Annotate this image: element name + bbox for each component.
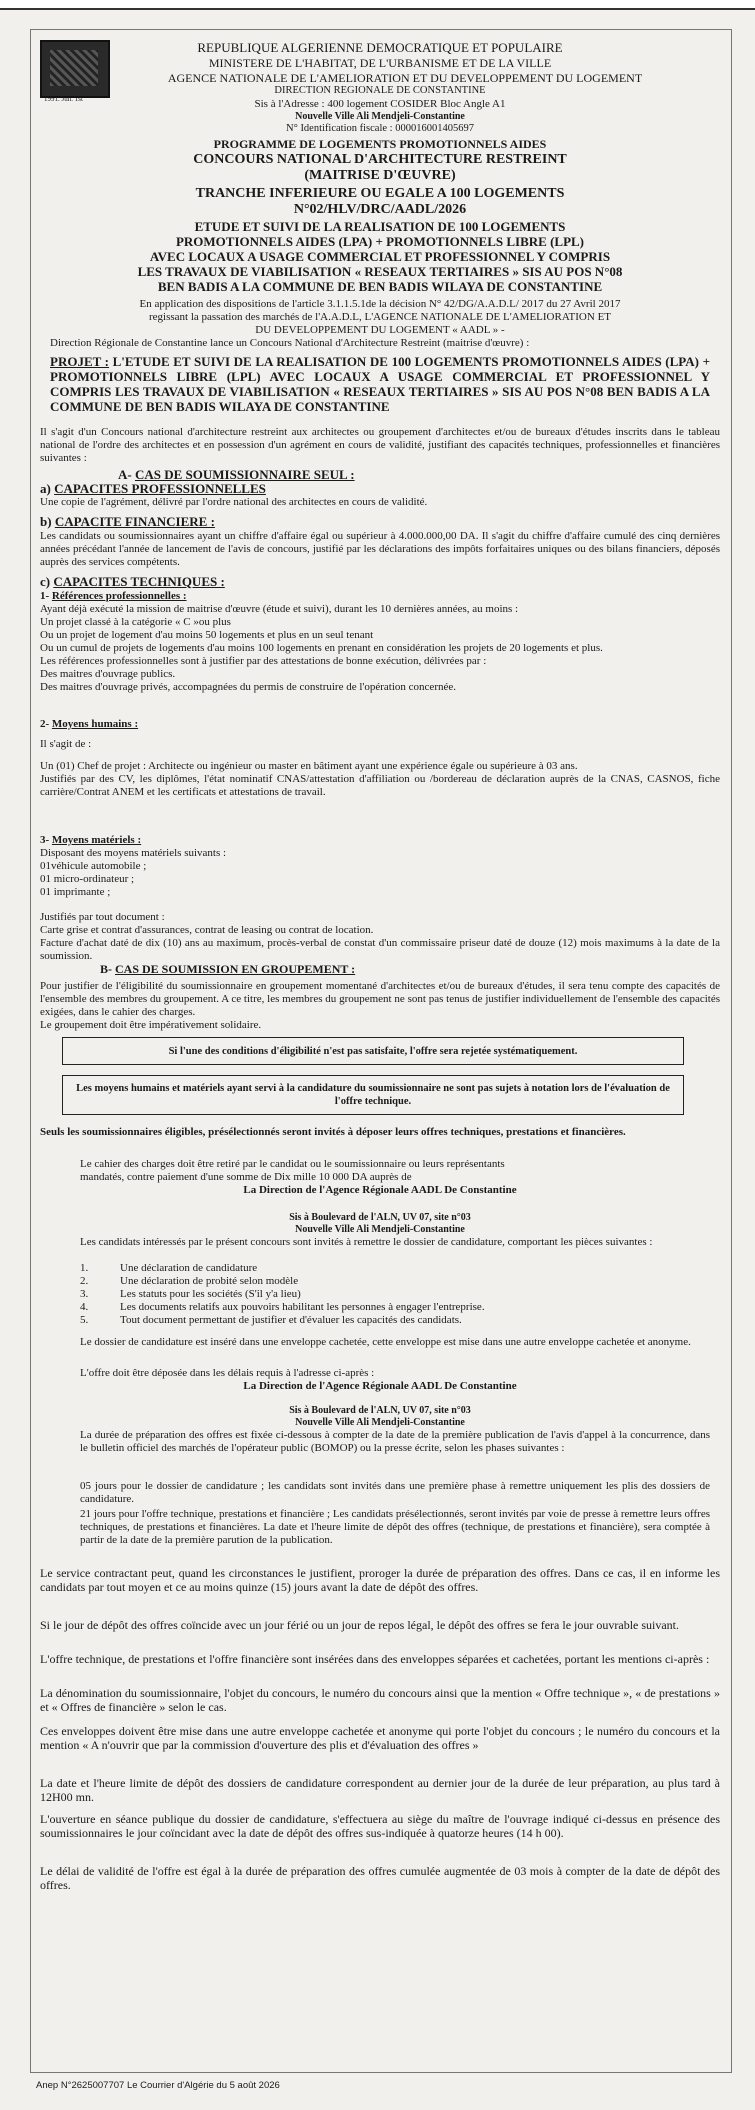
c3-heading bbox=[40, 834, 720, 847]
candidats-dossier: Le dossier de candidature est inséré dans une enveloppe cachetée, cette enveloppe est mise dans une autre enveloppe cachetée et anonyme. bbox=[80, 1336, 691, 1348]
rejection-notice-text: Si l'une des conditions d'éligibilité n'est pas satisfaite, l'offre sera rejetée systématiquement. bbox=[168, 1045, 578, 1057]
c1-line: Des maitres d'ouvrage publics. bbox=[40, 668, 176, 680]
list-item bbox=[80, 1275, 710, 1288]
c3-line: 01 imprimante ; bbox=[40, 886, 111, 898]
list-item bbox=[80, 1288, 710, 1301]
section-a-title: CAS DE SOUMISSIONNAIRE SEUL : bbox=[134, 467, 355, 482]
section-b-prefix: B- bbox=[100, 962, 112, 976]
c2-list bbox=[40, 738, 720, 799]
project-text: L'ETUDE ET SUIVI DE LA REALISATION DE 100 LOGEMENTS PROMOTIONNELS AIDES (LPA) + PROMOTIONNELS LIBRE (LPL) AVEC LOCAUX A USAGE COMMERCIAL ET PROFESSIONNEL Y COMPRIS LES TRAVAUX DE VIABILISATION « RESEAUX TERTIAIRES » SIS AU POS N°08 BEN BADIS A LA COMMUNE DE BEN BADIS WILAYA DE CONSTANTINE bbox=[50, 354, 710, 414]
agency-heading: AGENCE NATIONALE DE L'AMELIORATION ET DU DEVELOPPEMENT DU LOGEMENT bbox=[167, 71, 643, 85]
study-line-4: LES TRAVAUX DE VIABILISATION « RESEAUX TERTIAIRES » SIS AU POS N°08 bbox=[137, 264, 623, 279]
list-item-text: Tout document permettant de justifier et d'évaluer les capacités des candidats. bbox=[120, 1314, 462, 1326]
c2-line: Justifiés par des CV, les diplômes, l'état nominatif CNAS/attestation d'affiliation ou /bordereau de déclaration auprès de la CNAS, CASNOS, fiche carrière/Contrat ANEM et les certificats et attestations de travail. bbox=[40, 773, 720, 798]
cahier-direction: La Direction de l'Agence Régionale AADL De Constantine bbox=[243, 1184, 517, 1196]
intro-line-2: regissant la passation des marchés de l'A.A.D.L, L'AGENCE NATIONALE DE L'AMELIORATION ET bbox=[148, 311, 612, 323]
c2-title: Moyens humains : bbox=[51, 718, 139, 730]
cahier-line-2: mandatés, contre paiement d'une somme de Dix mille 10 000 DA auprès de bbox=[80, 1171, 412, 1183]
section-b-title: CAS DE SOUMISSION EN GROUPEMENT : bbox=[115, 962, 356, 976]
study-line-3: AVEC LOCAUX A USAGE COMMERCIAL ET PROFESSIONNEL Y COMPRIS bbox=[149, 249, 611, 264]
b-heading bbox=[40, 514, 720, 529]
c3-line: Carte grise et contrat d'assurances, contrat de leasing ou contrat de location. bbox=[40, 924, 374, 936]
candidats-intro: Les candidats intéressés par le présent concours sont invités à remettre le dossier de candidature, comportant les pièces suivantes : bbox=[80, 1236, 653, 1248]
c2-line: Un (01) Chef de projet : Architecte ou ingénieur ou master en bâtiment ayant une expérience égale ou supérieure à 03 ans. bbox=[40, 760, 578, 772]
intro-paragraph: Il s'agit d'un Concours national d'architecture restreint aux architectes ou groupement d'architectes et/ou de bureaux d'études inscrits dans le tableau national de l'ordre des architectes et en possession d'un agrément en cours de validité, justifiant des capacités techniques, professionnelles et financières suivantes : bbox=[40, 426, 720, 464]
section-b-text: Pour justifier de l'éligibilité du soumissionnaire en groupement momentané d'architectes et/ou de bureaux d'études, il sera tenu compte des capacités de l'ensemble des membres du groupement. A ce titre, les membres du groupement ne sont pas tenus de justifier individuellement de l'ensemble des capacités exigées, dans le cahier des charges. bbox=[40, 980, 720, 1018]
section-b-solidarity: Le groupement doit être impérativement solidaire. bbox=[40, 1019, 262, 1031]
intro-line-3: DU DEVELOPPEMENT DU LOGEMENT « AADL » - bbox=[255, 324, 505, 336]
agency-address: Sis à l'Adresse : 400 logement COSIDER Bloc Angle A1 bbox=[254, 98, 506, 110]
list-item bbox=[80, 1314, 710, 1327]
page-top-bar bbox=[0, 0, 755, 10]
c3-line: 01véhicule automobile ; bbox=[40, 860, 147, 872]
closing-paragraph-8: Le délai de validité de l'offre est égal à la durée de préparation des offres cumulée augmentée de 03 mois à compter de la date de dépôt des offres. bbox=[40, 1864, 720, 1892]
logo-date: 1991. Jun. 1st bbox=[44, 95, 83, 103]
closing-paragraph-1: Le service contractant peut, quand les circonstances le justifient, proroger la durée de préparation des offres. Dans ce cas, il en informe les candidats par tout moyen et ce au moins quinze (15) jours avant la date de dépôt des offres. bbox=[40, 1566, 720, 1594]
candidats-depot: L'offre doit être déposée dans les délais requis à l'adresse ci-après : bbox=[80, 1367, 375, 1379]
contest-number: N°02/HLV/DRC/AADL/2026 bbox=[293, 202, 467, 217]
closing-paragraph-2: Si le jour de dépôt des offres coïncide avec un jour férié ou un jour de repos légal, le dépôt des offres se fera le jour ouvrable suivant. bbox=[40, 1618, 680, 1632]
c1-prefix: 1- bbox=[40, 590, 50, 602]
list-item-number: 5. bbox=[80, 1314, 89, 1326]
candidats-address-1: Sis à Boulevard de l'ALN, UV 07, site n°03 bbox=[289, 1405, 471, 1416]
closing-paragraph-5: Ces enveloppes doivent être mise dans une autre enveloppe cachetée et anonyme qui porte l'objet du concours ; le numéro du concours et la mention « A n'ouvrir que par la commission d'ouverture des plis et d'évaluation des offres » bbox=[40, 1724, 720, 1752]
c3-line: Justifiés par tout document : bbox=[40, 911, 165, 923]
list-item-text: Les documents relatifs aux pouvoirs habilitant les personnes à engager l'entreprise. bbox=[120, 1301, 485, 1313]
c3-list bbox=[40, 847, 720, 963]
c-title: CAPACITES TECHNIQUES : bbox=[53, 574, 225, 589]
study-line-2: PROMOTIONNELS AIDES (LPA) + PROMOTIONNELS LIBRE (LPL) bbox=[175, 234, 585, 249]
c1-line: Un projet classé à la catégorie « C »ou plus bbox=[40, 616, 231, 628]
cahier-address-1: Sis à Boulevard de l'ALN, UV 07, site n°03 bbox=[289, 1212, 471, 1223]
c1-line: Ayant déjà exécuté la mission de maitrise d'œuvre (étude et suivi), durant les 10 dernières années, au moins : bbox=[40, 603, 519, 615]
project-paragraph bbox=[50, 354, 710, 414]
a-prefix: a) bbox=[40, 481, 51, 496]
rejection-notice-box bbox=[62, 1037, 684, 1065]
agency-direction: DIRECTION REGIONALE DE CONSTANTINE bbox=[274, 85, 486, 96]
tranche-title: TRANCHE INFERIEURE OU EGALE A 100 LOGEMENTS bbox=[195, 186, 565, 201]
c3-line: 01 micro-ordinateur ; bbox=[40, 873, 135, 885]
c-prefix: c) bbox=[40, 574, 51, 589]
closing-paragraph-6: La date et l'heure limite de dépôt des dossiers de candidature correspondent au dernier jour de la durée de leur préparation, au plus tard à 12H00 mn. bbox=[40, 1776, 720, 1804]
list-item bbox=[80, 1262, 710, 1275]
study-line-1: ETUDE ET SUIVI DE LA REALISATION DE 100 LOGEMENTS bbox=[194, 219, 566, 234]
duree-paragraph-3: 21 jours pour l'offre technique, prestations et financière ; Les candidats présélectionnés, seront invités par voie de presse à remettre leurs offres techniques, de prestations et financières. La date et l'heure limite de dépôt des offres (technique, de prestations et financière), sera comptée à partir de la date de la première parution de la publication. bbox=[80, 1508, 710, 1546]
list-item-text: Une déclaration de probité selon modèle bbox=[120, 1275, 299, 1287]
b-text: Les candidats ou soumissionnaires ayant un chiffre d'affaire égal ou supérieur à 4.000.000,00 DA. Il s'agit du chiffre d'affaire cumulé des cinq dernières années précédant l'année de lancement de l'avis de concours, justifié par les déclarations des impôts forfaitaires uniques ou des bilans financiers, déposés auprès des services compétents. bbox=[40, 530, 720, 568]
c1-line: Les références professionnelles sont à justifier par des attestations de bonne exécution, délivrées par : bbox=[40, 655, 487, 667]
c1-heading bbox=[40, 590, 720, 603]
project-label: PROJET : bbox=[50, 354, 109, 369]
b-title: CAPACITE FINANCIERE : bbox=[54, 514, 215, 529]
contest-subtitle: (MAITRISE D'ŒUVRE) bbox=[304, 168, 456, 183]
c3-line: Disposant des moyens matériels suivants : bbox=[40, 847, 227, 859]
list-item-text: Les statuts pour les sociétés (S'il y'a lieu) bbox=[120, 1288, 301, 1300]
intro-line-1: En application des dispositions de l'article 3.1.1.5.1de la décision N° 42/DG/A.A.D.L/ 2017 du 27 Avril 2017 bbox=[139, 298, 621, 310]
a-title: CAPACITES PROFESSIONNELLES bbox=[54, 481, 266, 496]
c1-line: Ou un projet de logement d'au moins 50 logements et plus en un seul tenant bbox=[40, 629, 374, 641]
list-item-number: 1. bbox=[80, 1262, 89, 1274]
cahier-address-2: Nouvelle Ville Ali Mendjeli-Constantine bbox=[295, 1224, 465, 1235]
a-heading bbox=[40, 481, 720, 496]
closing-paragraph-4: La dénomination du soumissionnaire, l'objet du concours, le numéro du concours ainsi que la mention « Offre technique », « de prestations » et « Offres de financière » selon le cas. bbox=[40, 1686, 720, 1714]
c-heading bbox=[40, 574, 720, 589]
publication-footer: Anep N°2625007707 Le Courrier d'Algérie du 5 août 2026 bbox=[36, 2080, 280, 2091]
a-text: Une copie de l'agrément, délivré par l'ordre national des architectes en cours de validité. bbox=[40, 496, 428, 508]
intro-line-4: Direction Régionale de Constantine lance un Concours National d'Architecture Restreint (maitrise d'œuvre) : bbox=[50, 337, 530, 349]
c1-line: Des maitres d'ouvrage privés, accompagnées du permis de construire de l'opération concernée. bbox=[40, 681, 456, 693]
section-b-heading bbox=[100, 962, 755, 976]
candidats-address-2: Nouvelle Ville Ali Mendjeli-Constantine bbox=[295, 1417, 465, 1428]
list-item-number: 3. bbox=[80, 1288, 89, 1300]
eligible-notice: Seuls les soumissionnaires éligibles, présélectionnés seront invités à déposer leurs offres techniques, prestations et financières. bbox=[40, 1126, 626, 1138]
cahier-line-1: Le cahier des charges doit être retiré par le candidat ou le soumissionnaire ou leurs représentants bbox=[80, 1158, 505, 1170]
contest-title: CONCOURS NATIONAL D'ARCHITECTURE RESTREINT bbox=[193, 152, 567, 167]
duree-paragraph-2: 05 jours pour le dossier de candidature ; les candidats sont invités dans une première phase à remettre uniquement les plis des dossiers de candidature. bbox=[80, 1480, 710, 1505]
c3-title: Moyens matériels : bbox=[51, 834, 142, 846]
candidats-list bbox=[80, 1262, 710, 1327]
c2-prefix: 2- bbox=[40, 718, 50, 730]
c1-title: Références professionnelles : bbox=[51, 590, 187, 602]
notation-notice-box bbox=[62, 1075, 684, 1115]
section-a-prefix: A- bbox=[118, 467, 132, 482]
duree-paragraph-1: La durée de préparation des offres est fixée ci-dessous à compter de la date de la première publication de l'avis d'appel à la concurrence, dans le bulletin officiel des marchés de l'opérateur public (BOMOP) ou la presse écrite, selon les phases suivantes : bbox=[80, 1429, 710, 1454]
candidats-direction: La Direction de l'Agence Régionale AADL De Constantine bbox=[243, 1380, 517, 1392]
b-prefix: b) bbox=[40, 514, 52, 529]
c3-line: Facture d'achat daté de dix (10) ans au maximum, procès-verbal de constat d'un commissaire priseur daté de douze (12) mois maximums à la date de la soumission. bbox=[40, 937, 720, 962]
list-item-number: 4. bbox=[80, 1301, 89, 1313]
c1-list bbox=[40, 603, 720, 694]
section-a-heading bbox=[118, 467, 755, 482]
republic-heading: REPUBLIQUE ALGERIENNE DEMOCRATIQUE ET POPULAIRE bbox=[197, 40, 563, 55]
c2-line: Il s'agit de : bbox=[40, 738, 92, 750]
program-title: PROGRAMME DE LOGEMENTS PROMOTIONNELS AIDES bbox=[213, 137, 547, 151]
c1-line: Ou un cumul de projets de logements d'au moins 100 logements en prenant en considération les projets de 20 logements et plus. bbox=[40, 642, 603, 654]
agency-city: Nouvelle Ville Ali Mendjeli-Constantine bbox=[295, 111, 465, 122]
list-item-number: 2. bbox=[80, 1275, 89, 1287]
closing-paragraph-3: L'offre technique, de prestations et l'offre financière sont insérées dans des enveloppes séparées et cachetées, portant les mentions ci-après : bbox=[40, 1652, 710, 1666]
ministry-heading: MINISTERE DE L'HABITAT, DE L'URBANISME ET DE LA VILLE bbox=[208, 56, 552, 70]
list-item bbox=[80, 1301, 710, 1314]
notation-notice-text: Les moyens humains et matériels ayant servi à la candidature du soumissionnaire ne sont pas sujets à notation lors de l'évaluation de l'offre technique. bbox=[76, 1083, 670, 1107]
study-line-5: BEN BADIS A LA COMMUNE DE BEN BADIS WILAYA DE CONSTANTINE bbox=[157, 279, 603, 294]
fiscal-id: N° Identification fiscale : 000016001405697 bbox=[286, 123, 474, 134]
closing-paragraph-7: L'ouverture en séance publique du dossier de candidature, s'effectuera au siège du maître de l'ouvrage indiqué ci-dessus en présence des soumissionnaires le jour coïncidant avec la date de dépôt des offres sus-indiquée à quatorze heures (14 h 00). bbox=[40, 1812, 720, 1840]
c3-prefix: 3- bbox=[40, 834, 50, 846]
list-item-text: Une déclaration de candidature bbox=[120, 1262, 258, 1274]
c2-heading bbox=[40, 718, 720, 731]
